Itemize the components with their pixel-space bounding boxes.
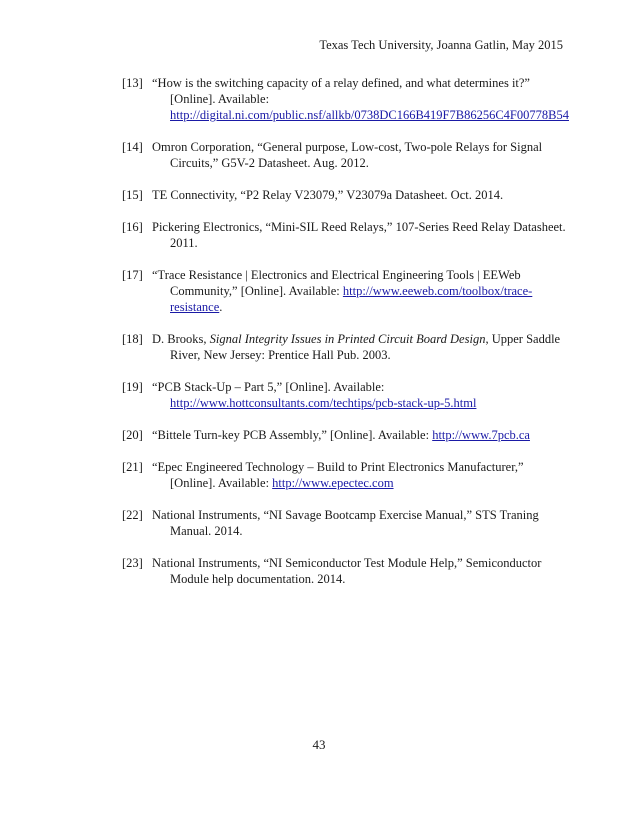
reference-text: D. Brooks, — [152, 332, 210, 346]
reference-number: [14] — [122, 140, 143, 154]
reference-entry — [122, 459, 572, 491]
reference-entry — [122, 139, 572, 171]
reference-number: [23] — [122, 556, 143, 570]
reference-entry — [122, 379, 572, 411]
reference-number: [15] — [122, 188, 143, 202]
reference-text: “How is the switching capacity of a relay defined, and what determines it?” [Online]. Available: — [152, 76, 530, 106]
reference-entry — [122, 507, 572, 539]
reference-entry — [122, 75, 572, 123]
reference-number: [13] — [122, 76, 143, 90]
reference-url-link[interactable]: http://www.7pcb.ca — [432, 428, 530, 442]
reference-number: [16] — [122, 220, 143, 234]
reference-number: [18] — [122, 332, 143, 346]
reference-text: “Bittele Turn-key PCB Assembly,” [Online]. Available: — [152, 428, 433, 442]
reference-text: “Epec Engineered Technology – Build to Print Electronics Manufacturer,” [Online]. Available: — [152, 460, 524, 490]
reference-title-italic: Signal Integrity Issues in Printed Circuit Board Design — [209, 332, 486, 346]
reference-text: “PCB Stack-Up – Part 5,” [Online]. Available: — [152, 380, 385, 394]
reference-entry — [122, 555, 572, 587]
reference-text: Omron Corporation, “General purpose, Low-cost, Two-pole Relays for Signal Circuits,” G5V-2 Datasheet. Aug. 2012. — [152, 140, 543, 170]
reference-text: , Upper Saddle River, New Jersey: Prentice Hall Pub. 2003. — [170, 332, 561, 362]
reference-list — [122, 75, 572, 603]
reference-entry — [122, 219, 572, 251]
reference-entry — [122, 331, 572, 363]
reference-number: [19] — [122, 380, 143, 394]
reference-number: [22] — [122, 508, 143, 522]
reference-text: National Instruments, “NI Semiconductor Test Module Help,” Semiconductor Module help documentation. 2014. — [152, 556, 542, 586]
reference-url-link[interactable]: http://www.epectec.com — [272, 476, 394, 490]
reference-url-link[interactable]: http://www.hottconsultants.com/techtips/pcb-stack-up-5.html — [170, 396, 477, 410]
reference-entry — [122, 267, 572, 315]
reference-text: Pickering Electronics, “Mini-SIL Reed Relays,” 107-Series Reed Relay Datasheet. 2011. — [152, 220, 566, 250]
reference-text: “Trace Resistance | Electronics and Electrical Engineering Tools | EEWeb Community,” [Online]. Available: — [152, 268, 521, 298]
reference-entry — [122, 427, 572, 443]
reference-url-link[interactable]: http://digital.ni.com/public.nsf/allkb/0738DC166B419F7B86256C4F00778B54 — [170, 108, 569, 122]
reference-text: . — [219, 300, 223, 314]
reference-number: [21] — [122, 460, 143, 474]
reference-text: TE Connectivity, “P2 Relay V23079,” V23079a Datasheet. Oct. 2014. — [152, 188, 504, 202]
page-number: 43 — [312, 737, 326, 752]
reference-url-link[interactable]: http://www.eeweb.com/toolbox/trace-resistance — [170, 284, 533, 314]
reference-number: [17] — [122, 268, 143, 282]
reference-number: [20] — [122, 428, 143, 442]
reference-text: National Instruments, “NI Savage Bootcamp Exercise Manual,” STS Traning Manual. 2014. — [152, 508, 539, 538]
running-header: Texas Tech University, Joanna Gatlin, May 2015 — [319, 38, 563, 52]
reference-entry — [122, 187, 572, 203]
